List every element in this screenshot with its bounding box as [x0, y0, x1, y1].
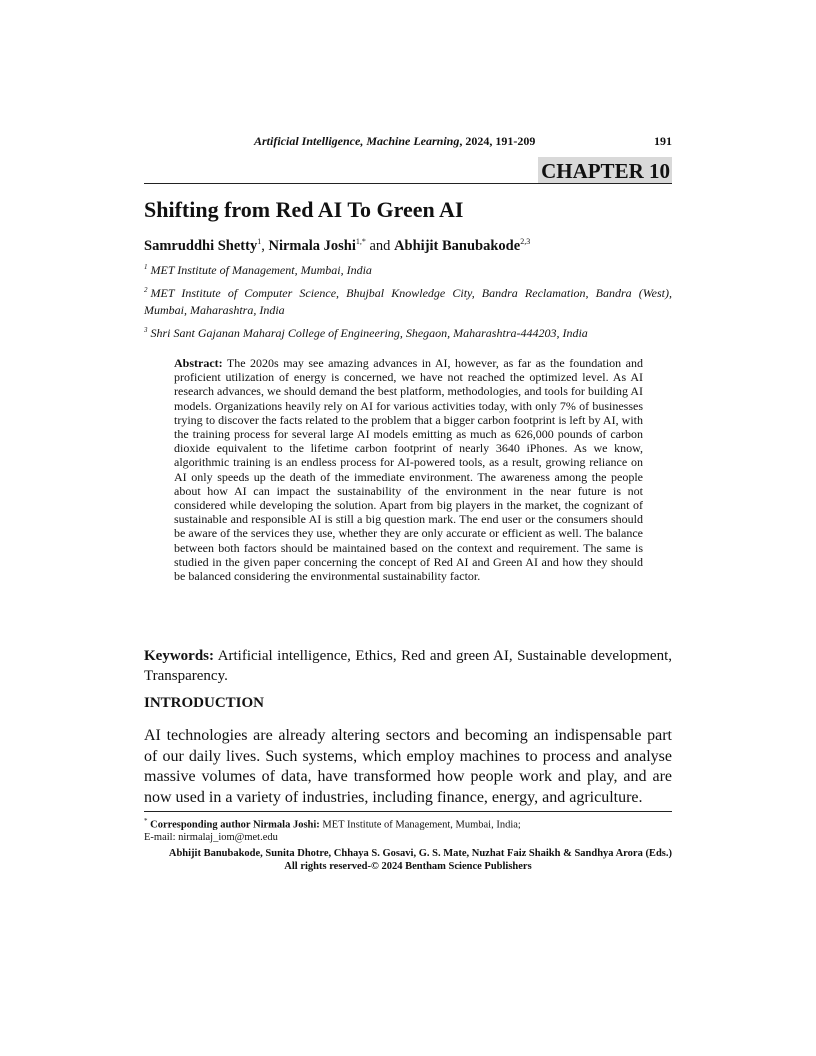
author-affiliation-mark: 1 [257, 237, 262, 246]
footnote-divider [144, 811, 672, 812]
keywords [144, 646, 672, 686]
editors-line: Abhijit Banubakode, Sunita Dhotre, Chhaya S. Gosavi, G. S. Mate, Nuzhat Faiz Shaikh & Sandhya Arora (Eds.) [168, 848, 672, 859]
author-name: Abhijit Banubakode [394, 237, 521, 254]
page-number: 191 [654, 134, 672, 148]
journal-year-pages: , 2024, 191-209 [459, 134, 536, 148]
keywords-text: Artificial intelligence, Ethics, Red and green AI, Sustainable development, Transparency. [144, 648, 672, 684]
footnote [144, 815, 672, 845]
author-list [144, 237, 530, 255]
author-name: Nirmala Joshi [268, 237, 356, 254]
footnote-affiliation: MET Institute of Management, Mumbai, India; [322, 819, 521, 831]
abstract [174, 356, 643, 583]
affiliation-mark: 3 [144, 326, 148, 334]
chapter-label: CHAPTER 10 [538, 157, 672, 184]
affiliation-mark: 2 [144, 286, 148, 294]
publisher-info [144, 848, 672, 873]
author-separator: , [261, 237, 269, 254]
affiliation-mark: 1 [144, 263, 148, 271]
author-name: Samruddhi Shetty [144, 237, 258, 254]
affiliation-text: MET Institute of Management, Mumbai, India [150, 263, 372, 277]
introduction-paragraph: AI technologies are already altering sectors and becoming an indispensable part of our daily lives. Such systems, which employ machines to process and analyse massive volumes of data, have transformed how people work and play, and are now used in a variety of industries, including finance, energy, and agriculture. [144, 727, 672, 806]
affiliation [144, 259, 672, 279]
chapter-title: Shifting from Red AI To Green AI [144, 197, 464, 222]
author-affiliation-mark: 1,* [355, 237, 366, 246]
footnote-author-line [144, 815, 672, 832]
affiliation [144, 282, 672, 319]
keywords-label: Keywords: [144, 648, 214, 664]
affiliation-list [144, 259, 672, 345]
author-affiliation-mark: 2,3 [520, 237, 531, 246]
journal-name: Artificial Intelligence, Machine Learning [254, 134, 460, 148]
abstract-label: Abstract: [174, 356, 223, 370]
footnote-mark: * [144, 817, 148, 825]
rights-line: All rights reserved-© 2024 Bentham Science Publishers [284, 860, 532, 872]
footnote-label: Corresponding author Nirmala Joshi: [150, 819, 320, 831]
affiliation-text: Shri Sant Gajanan Maharaj College of Engineering, Shegaon, Maharashtra-444203, India [150, 326, 588, 340]
affiliation [144, 322, 672, 342]
abstract-text: The 2020s may see amazing advances in AI, however, as far as the foundation and proficient utilization of energy is concerned, we have not reached the optimized level. As AI research advances, we should demand the best platform, methodologies, and tools for building AI models. Organizations heavily rely on AI for various activities today, with only 7% of businesses trying to discover the facts related to the problem that a bigger carbon footprint is left by AI, with the training process for several large AI models emitting as much as 626,000 pounds of carbon dioxide equivalent to the lifetime carbon footprint of nearly 3640 iPhones. As we know, algorithmic training is an endless process for AI-powered tools, as a result, growing reliance on AI only speeds up the death of the immediate environment. The awareness among the people about how AI can impact the sustainability of the environment in the near future is not considered while developing the solution. Apart from big players in the market, the cognizant of sustainable and responsible AI is still a big question mark. The end user or the consumers should be aware of the services they use, whether they are only accurate or efficient as well. The balance between both factors should be maintained based on the context and requirement. The same is studied in the given paper concerning the concept of Red AI and Green AI and how they should be balanced considering the environmental sustainability factor. [174, 356, 643, 584]
affiliation-text: MET Institute of Computer Science, Bhujbal Knowledge City, Bandra Reclamation, Bandra (West), Mumbai, Maharashtra, India [144, 286, 672, 317]
footnote-email: E-mail: nirmalaj_iom@met.edu [144, 832, 278, 843]
journal-citation [254, 134, 535, 149]
chapter-divider [144, 183, 672, 184]
author-separator: and [365, 237, 395, 254]
section-heading-introduction: INTRODUCTION [144, 695, 265, 711]
